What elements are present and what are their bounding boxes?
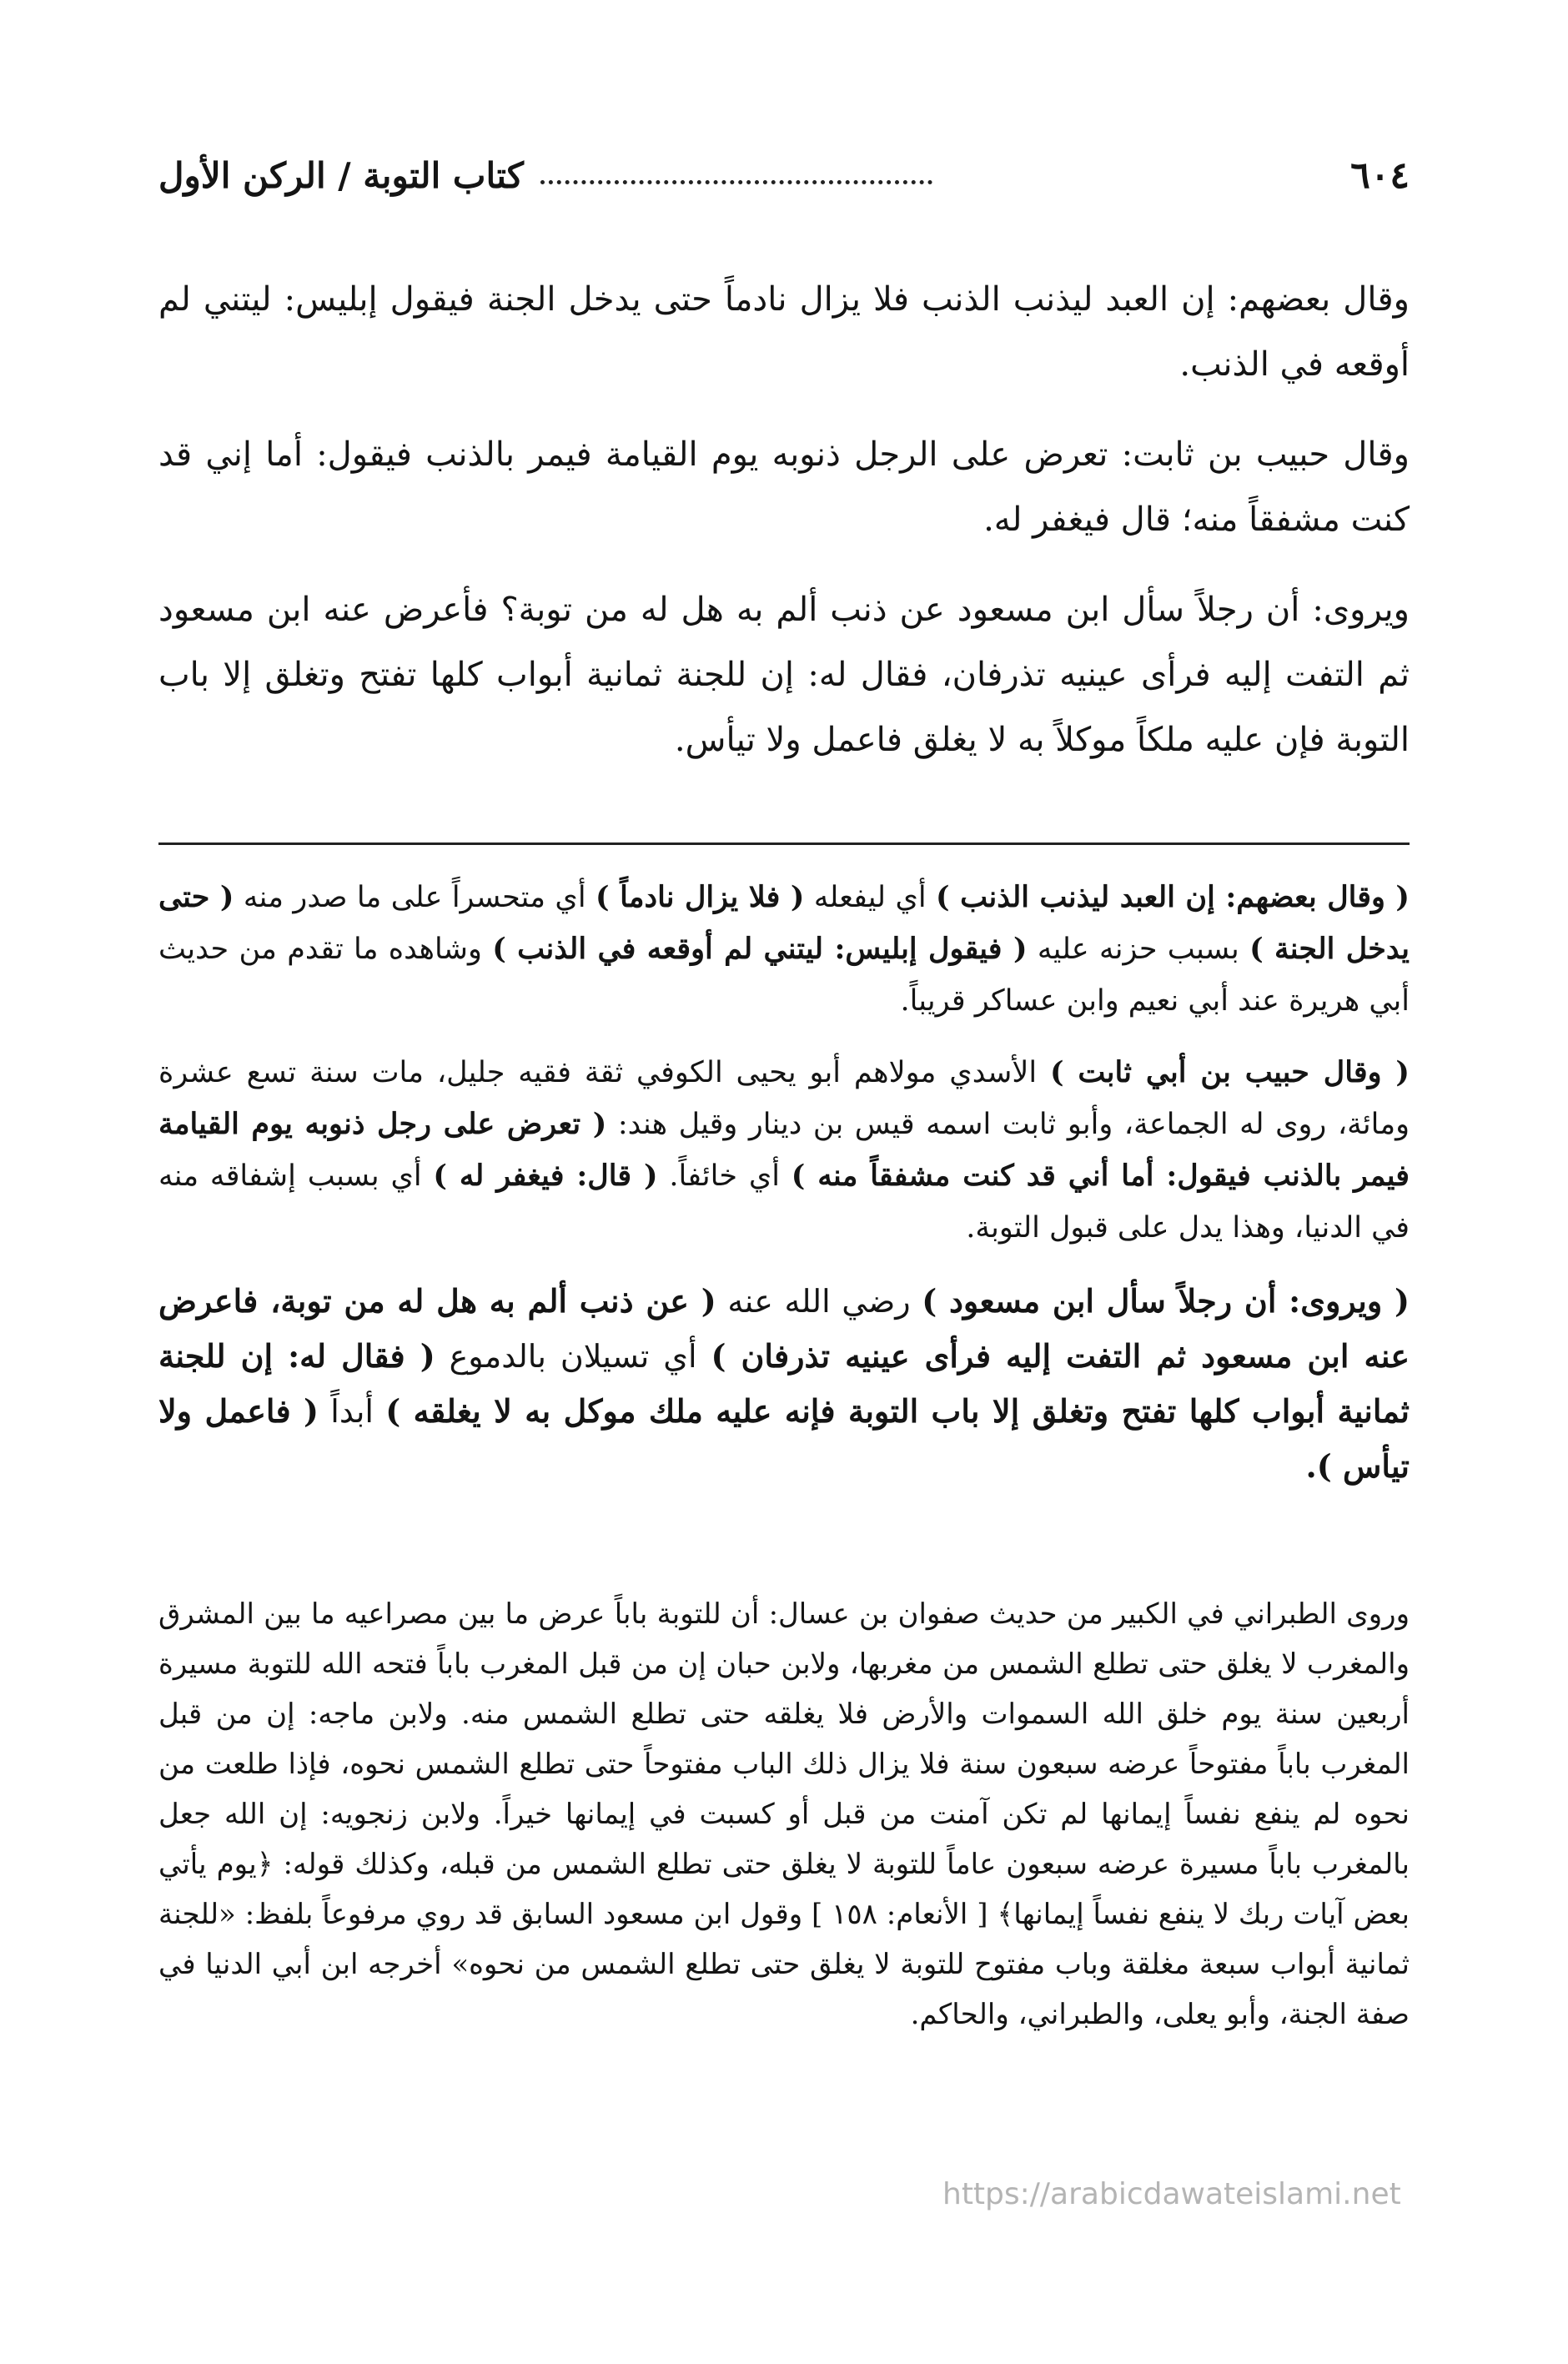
commentary [158,872,1410,1514]
appendix-note [158,1589,1410,2040]
main-paragraph-2: وقال حبيب بن ثابت: تعرض على الرجل ذنوبه يوم القيامة فيمر بالذنب فيقول: أما إني قد كنت مشفقاً منه؛ قال فيغفر له. [158,435,1410,539]
gloss-text: أي تسيلان بالدموع [435,1338,711,1375]
main-paragraph-1: وقال بعضهم: إن العبد ليذنب الذنب فلا يزال نادماً حتى يدخل الجنة فيقول إبليس: ليتني لم أوقعه في الذنب. [158,280,1410,384]
appendix-paragraph: وروى الطبراني في الكبير من حديث صفوان بن عسال: أن للتوبة باباً عرض ما بين مصراعيه ما بين المشرق والمغرب لا يغلق حتى تطلع الشمس من مغربها، ولابن حبان إن من قبل المغرب باباً فتحه الله للتوبة مسيرة أربعين سنة يوم خلق الله السموات والأرض فلا يغلقه حتى تطلع الشمس منه. ولابن ماجه: إن من قبل المغرب باباً مفتوحاً عرضه سبعون سنة فلا يزال ذلك الباب مفتوحاً حتى تطلع الشمس نحوه، فإذا طلعت من نحوه لم ينفع نفساً إيمانها لم تكن آمنت من قبل أو كسبت في إيمانها خيراً. ولابن زنجويه: إن الله جعل بالمغرب باباً مسيرة عرضه سبعون عاماً للتوبة لا يغلق حتى تطلع الشمس من قبله، وكذلك قوله: ﴿يوم يأتي بعض آيات ربك لا ينفع نفساً إيمانها﴾ [ الأنعام: ١٥٨ ] وقول ابن مسعود السابق قد روي مرفوعاً بلفظ: «للجنة ثمانية أبواب سبعة مغلقة وباب مفتوح للتوبة لا يغلق حتى تطلع الشمس من نحوه» أخرجه ابن أبي الدنيا في صفة الجنة، وأبو يعلى، والطبراني، والحاكم. [158,1597,1410,2031]
quoted-text: ( وقال حبيب بن أبي ثابت ) [1049,1055,1410,1089]
gloss-text: رضي الله عنه [716,1283,922,1320]
separator-rule [158,842,1410,845]
page-number: ٦٠٤ [1350,153,1410,197]
quoted-text: ( فقال له: إن للجنة ثمانية أبواب كلها تفتح وتغلق إلا باب التوبة فإنه عليه ملك موكل به لا يغلقه ) [158,1337,1410,1430]
commentary-paragraph-3 [158,1274,1410,1494]
quoted-text: ( فاعمل ولا تيأس ). [158,1392,1410,1485]
quoted-text: ( عن ذنب ألم به هل له من توبة، فاعرض عنه ابن مسعود ثم التفت إليه فرأى عينيه تذرفان ) [158,1282,1410,1375]
gloss-text: أي ليفعله [804,881,937,914]
gloss-text: وشاهده ما تقدم من حديث أبي هريرة عند أبي نعيم وابن عساكر قريباً. [158,933,1410,1018]
running-title: كتاب التوبة / الركن الأول [158,154,524,196]
gloss-text: بسبب حزنه عليه [1027,933,1250,966]
main-text [158,267,1410,797]
commentary-paragraph-1 [158,872,1410,1027]
quoted-text: ( فلا يزال نادماً ) [596,880,805,914]
main-paragraph-3: ويروى: أن رجلاً سأل ابن مسعود عن ذنب ألم به هل له من توبة؟ فأعرض عنه ابن مسعود ثم التفت إليه فرأى عينيه تذرفان، فقال له: إن للجنة ثمانية أبواب كلها تفتح وتغلق إلا باب التوبة فإن عليه ملكاً موكلاً به لا يغلق فاعمل ولا تيأس. [158,591,1410,759]
watermark-url: https://arabicdawateislami.net [942,2177,1401,2211]
page-header [158,142,1410,209]
header-dotted-leader [540,180,932,184]
quoted-text: ( فيقول إبليس: ليتني لم أوقعه في الذنب ) [492,932,1028,966]
quoted-text: ( تعرض على رجل ذنوبه يوم القيامة فيمر بالذنب فيقول: أما أني قد كنت مشفقاً منه ) [158,1107,1410,1193]
gloss-text: أي متحسراً على ما صدر منه [234,881,596,914]
gloss-text: أي خائفاً. [657,1159,792,1193]
gloss-text: أبداً [319,1393,386,1430]
quoted-text: ( حتى يدخل الجنة ) [158,880,1410,966]
commentary-paragraph-2 [158,1047,1410,1254]
quoted-text: ( قال: فيغفر له ) [433,1159,658,1193]
gloss-text: الأسدي مولاهم أبو يحيى الكوفي ثقة فقيه جليل، مات سنة تسع عشرة ومائة، روى له الجماعة، وأبو ثابت اسمه قيس بن دينار وقيل هند: [158,1056,1410,1141]
gloss-text: أي بسبب إشفاقه منه في الدنيا، وهذا يدل على قبول التوبة. [158,1159,1410,1245]
quoted-text: ( ويروى: أن رجلاً سأل ابن مسعود ) [922,1282,1410,1320]
quoted-text: ( وقال بعضهم: إن العبد ليذنب الذنب ) [936,880,1410,914]
